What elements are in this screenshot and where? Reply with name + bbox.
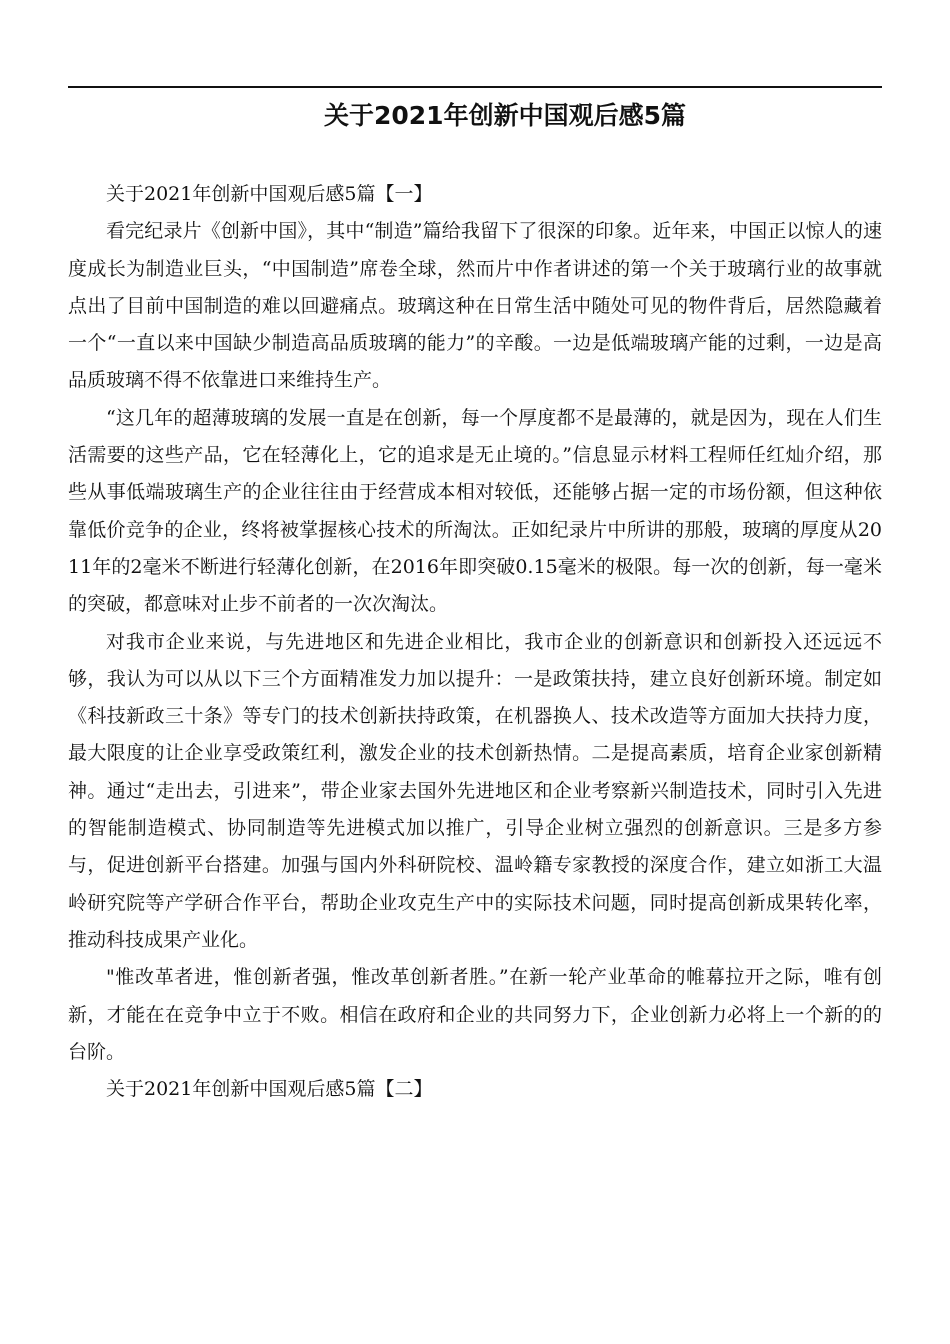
paragraph-3: 对我市企业来说，与先进地区和先进企业相比，我市企业的创新意识和创新投入还远远不够，我认为可以从以下三个方面精准发力加以提升：一是政策扶持，建立良好创新环境。制定如《科技新政三十条》等专门的技术创新扶持政策，在机器换人、技术改造等方面加大扶持力度，最大限度的让企业享受政策红利，激发企业的技术创新热情。二是提高素质，培育企业家创新精神。通过“走出去，引进来”，带企业家去国外先进地区和企业考察新兴制造技术，同时引入先进的智能制造模式、协同制造等先进模式加以推广，引导企业树立强烈的创新意识。三是多方参与，促进创新平台搭建。加强与国内外科研院校、温岭籍专家教授的深度合作，建立如浙工大温岭研究院等产学研合作平台，帮助企业攻克生产中的实际技术问题，同时提高创新成果转化率，推动科技成果产业化。 (68, 630, 882, 951)
paragraph-4: "惟改革者进，惟创新者强，惟改革创新者胜。”在新一轮产业革命的帷幕拉开之际，唯有创新，才能在在竞争中立于不败。相信在政府和企业的共同努力下，企业创新力必将上一个新的的台阶。 (68, 966, 882, 1063)
document-title: 关于2021年创新中国观后感5篇 (324, 101, 686, 130)
paragraph-1: 看完纪录片《创新中国》，其中“制造”篇给我留下了很深的印象。近年来，中国正以惊人的速度成长为制造业巨头，“中国制造”席卷全球，然而片中作者讲述的第一个关于玻璃行业的故事就点出了目前中国制造的难以回避痛点。玻璃这种在日常生活中随处可见的物件背后，居然隐藏着一个“一直以来中国缺少制造高品质玻璃的能力”的辛酸。一边是低端玻璃产能的过剩，一边是高品质玻璃不得不依靠进口来维持生产。 (68, 220, 882, 392)
section-heading-2: 关于2021年创新中国观后感5篇【二】 (106, 1078, 433, 1101)
header-rule (68, 86, 882, 88)
document-body (68, 176, 882, 1108)
section-heading-1: 关于2021年创新中国观后感5篇【一】 (106, 183, 433, 205)
paragraph-2: “这几年的超薄玻璃的发展一直是在创新，每一个厚度都不是最薄的，就是因为，现在人们生活需要的这些产品，它在轻薄化上，它的追求是无止境的。”信息显示材料工程师任红灿介绍，那些从事低端玻璃生产的企业往往由于经营成本相对较低，还能够占据一定的市场份额，但这种依靠低价竞争的企业，终将被掌握核心技术的所淘汰。正如纪录片中所讲的那般，玻璃的厚度从2011年的2毫米不断进行轻薄化创新，在2016年即突破0.15毫米的极限。每一次的创新，每一毫米的突破，都意味对止步不前者的一次次淘汰。 (68, 406, 882, 616)
